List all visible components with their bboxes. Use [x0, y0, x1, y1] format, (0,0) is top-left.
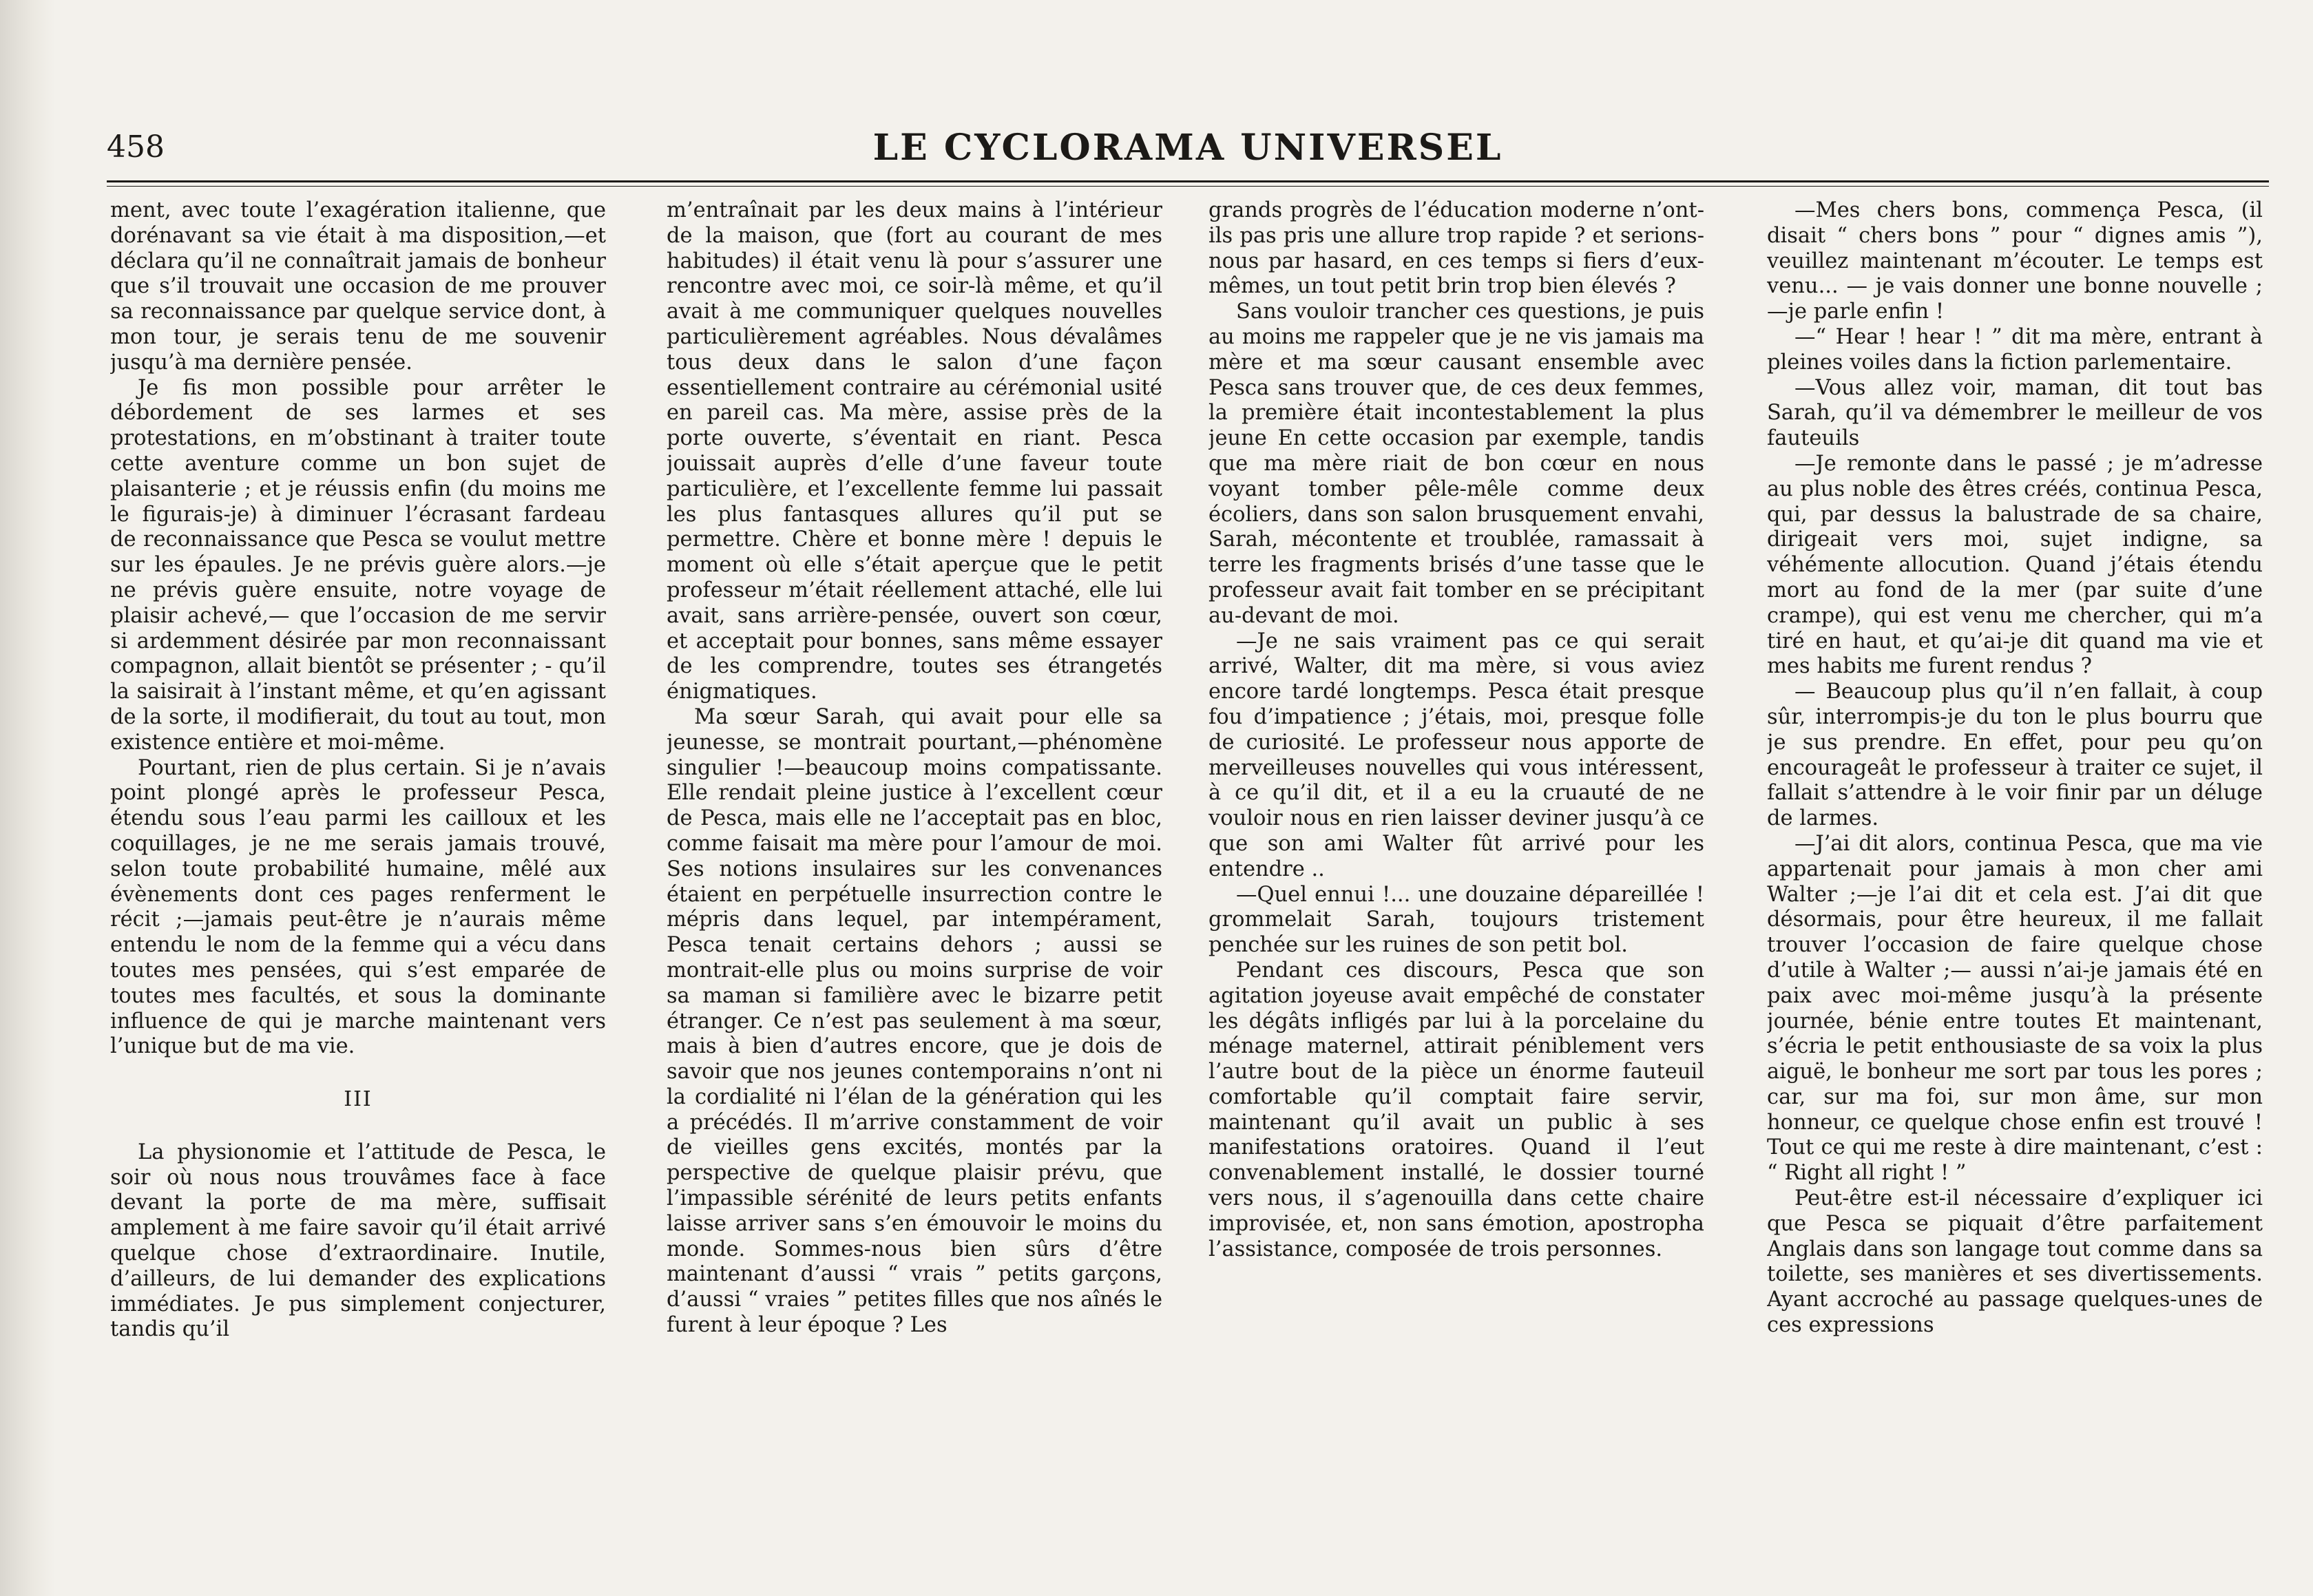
text-column-3 — [1208, 198, 1704, 1568]
header-rule-thin — [107, 186, 2269, 187]
running-title: LE CYCLORAMA UNIVERSEL — [872, 127, 1503, 169]
paragraph: —“ Hear ! hear ! ” dit ma mère, entrant à pleines voiles dans la fiction parlementaire. — [1767, 324, 2263, 375]
paragraph: —Mes chers bons, commença Pesca, (il disait “ chers bons ” pour “ dignes amis ”), veuillez maintenant m’écouter. Le temps est venu... — je vais donner une bonne nouvelle ;—je parle enfin ! — [1767, 198, 2263, 324]
paragraph: —Vous allez voir, maman, dit tout bas Sarah, qu’il va démembrer le meilleur de vos fauteuils — [1767, 375, 2263, 451]
section-heading: III — [344, 1087, 373, 1112]
paragraph: —Je remonte dans le passé ; je m’adresse au plus noble des êtres créés, continua Pesca, qui, par dessus la balustrade de sa chaire, dirigeait vers moi, sujet indigne, sa véhémente allocution. Quand j’étais étendu mort au fond de la mer (par suite d’une crampe), qui est venu me chercher, qui m’a tiré en haut, et qu’ai-je dit quand ma vie et mes habits me furent rendus ? — [1767, 451, 2263, 679]
paragraph: grands progrès de l’éducation moderne n’ont-ils pas pris une allure trop rapide ? et serions-nous par hasard, en ces temps si fiers d’eux-mêmes, un tout petit brin trop bien élevés ? — [1208, 198, 1704, 299]
paragraph: Je fis mon possible pour arrêter le débordement de ses larmes et ses protestations, en m’obstinant à traiter toute cette aventure comme un bon sujet de plaisanterie ; et je réussis enfin (du moins me le figurais-je) à diminuer l’écrasant fardeau de reconnaissance que Pesca se voulut mettre sur les épaules. Je ne prévis guère alors.—je ne prévis guère ensuite, notre voyage de plaisir achevé,— que l’occasion de me servir si ardemment désirée par mon reconnaissant compagnon, allait bientôt se présenter ; - qu’il la saisirait à l’instant même, et qu’en agissant de la sorte, il modifierait, du tout au tout, mon existence entière et moi-même. — [110, 375, 606, 755]
header-rule-thick — [107, 180, 2269, 182]
paragraph: Peut-être est-il nécessaire d’expliquer ici que Pesca se piquait d’être parfaitement Anglais dans son langage tout comme dans sa toilette, ses manières et ses divertissements. Ayant accroché au passage quelques-unes de ces expressions — [1767, 1186, 2263, 1338]
text-column-1 — [110, 198, 606, 1568]
paragraph: —Quel ennui !... une douzaine dépareillée ! grommelait Sarah, toujours tristement penchée sur les ruines de son petit bol. — [1208, 882, 1704, 958]
paragraph: ment, avec toute l’exagération italienne, que dorénavant sa vie était à ma disposition,—et déclara qu’il ne connaîtrait jamais de bonheur que s’il trouvait une occasion de me prouver sa reconnaissance par quelque service dont, à mon tour, je serais tenu de me souvenir jusqu’à ma dernière pensée. — [110, 198, 606, 375]
paragraph: Pourtant, rien de plus certain. Si je n’avais point plongé après le professeur Pesca, étendu sous l’eau parmi les cailloux et les coquillages, je ne me serais jamais trouvé, selon toute probabilité humaine, mêlé aux évènements dont ces pages renferment le récit ;—jamais peut-être je n’aurais même entendu le nom de la femme qui a vécu dans toutes mes pensées, qui s’est emparée de toutes mes facultés, et sous la dominante influence de qui je marche maintenant vers l’unique but de ma vie. — [110, 755, 606, 1059]
paragraph: La physionomie et l’attitude de Pesca, le soir où nous nous trouvâmes face à face devant la porte de ma mère, suffisait amplement à me faire savoir qu’il était arrivé quelque chose d’extraordinaire. Inutile, d’ailleurs, de lui demander des explications immédiates. Je pus simplement conjecturer, tandis qu’il — [110, 1140, 606, 1342]
paragraph: — Beaucoup plus qu’il n’en fallait, à coup sûr, interrompis-je du ton le plus bourru que je sus prendre. En effet, pour peu qu’on encourageât le professeur à traiter ce sujet, il fallait s’attendre à le voir finir par un déluge de larmes. — [1767, 680, 2263, 831]
paragraph: Sans vouloir trancher ces questions, je puis au moins me rappeler que je ne vis jamais ma mère et ma sœur causant ensemble avec Pesca sans trouver que, de ces deux femmes, la première était incontestablement la plus jeune En cette occasion par exemple, tandis que ma mère riait de bon cœur en nous voyant tomber pêle-mêle comme deux écoliers, dans son salon brusquement envahi, Sarah, mécontente et troublée, ramassait à terre les fragments brisés d’une tasse que le professeur avait fait tomber en se précipitant au-devant de moi. — [1208, 300, 1704, 628]
text-column-2 — [667, 198, 1162, 1568]
paragraph: —Je ne sais vraiment pas ce qui serait arrivé, Walter, dit ma mère, si vous aviez encore tardé longtemps. Pesca était presque fou d’impatience ; j’étais, moi, presque folle de curiosité. Le professeur nous apporte de merveilleuses nouvelles qui vous intéressent, à ce qu’il dit, et il a eu la cruauté de ne vouloir nous en rien laisser deviner jusqu’à ce que son ami Walter fût arrivé pour les entendre .. — [1208, 629, 1704, 881]
paragraph: —J’ai dit alors, continua Pesca, que ma vie appartenait pour jamais à mon cher ami Walter ;—je l’ai dit et cela est. J’ai dit que désormais, pour être heureux, il me fallait trouver l’occasion de faire quelque chose d’utile à Walter ;— aussi n’ai-je jamais été en paix avec moi-même jusqu’à la présente journée, bénie entre toutes Et maintenant, s’écria le petit enthousiaste de sa voix la plus aiguë, le bonheur me sort par tous les pores ; car, sur ma foi, sur mon âme, sur mon honneur, ce quelque chose enfin est trouvé ! Tout ce qui me reste à dire maintenant, c’est : “ Right all right ! ” — [1767, 831, 2263, 1186]
page-edge-shadow — [0, 0, 55, 1596]
paragraph: m’entraînait par les deux mains à l’intérieur de la maison, que (fort au courant de mes habitudes) il était venu là pour s’assurer une rencontre avec moi, ce soir-là même, et qu’il avait à me communiquer quelques nouvelles particulièrement agréables. Nous dévalâmes tous deux dans le salon d’une façon essentiellement contraire au cérémonial usité en pareil cas. Ma mère, assise près de la porte ouverte, s’éventait en riant. Pesca jouissait auprès d’elle d’une faveur toute particulière, et l’excellente femme lui passait les plus fantasques allures qu’il put se permettre. Chère et bonne mère ! depuis le moment où elle s’était aperçue que le petit professeur m’était réellement attaché, elle lui avait, sans arrière-pensée, ouvert son cœur, et acceptait pour bonnes, sans même essayer de les comprendre, toutes ses étrangetés énigmatiques. — [667, 198, 1162, 704]
text-column-4 — [1767, 198, 2263, 1568]
paragraph: Pendant ces discours, Pesca que son agitation joyeuse avait empêché de constater les dégâts infligés par lui à la porcelaine du ménage maternel, attirait péniblement vers l’autre bout de la pièce un énorme fauteuil comfortable qu’il comptait faire servir, maintenant qu’il avait un public à ses manifestations oratoires. Quand il l’eut convenablement installé, le dossier tourné vers nous, il s’agenouilla dans cette chaire improvisée, et, non sans émotion, apostropha l’assistance, composée de trois personnes. — [1208, 958, 1704, 1261]
page-number: 458 — [107, 129, 165, 165]
page-header — [107, 124, 2269, 172]
paragraph: Ma sœur Sarah, qui avait pour elle sa jeunesse, se montrait pourtant,—phénomène singulier !—beaucoup moins compatissante. Elle rendait pleine justice à l’excellent cœur de Pesca, mais elle ne l’acceptait pas en bloc, comme faisait ma mère pour l’amour de moi. Ses notions insulaires sur les convenances étaient en perpétuelle insurrection contre le mépris dans lequel, par intempérament, Pesca tenait certains dehors ; aussi se montrait-elle plus ou moins surprise de voir sa maman si familière avec le bizarre petit étranger. Ce n’est pas seulement à ma sœur, mais à bien d’autres encore, que je dois de savoir que nos jeunes contemporains n’ont ni la cordialité ni l’élan de la génération qui les a précédés. Il m’arrive constamment de voir de vieilles gens excités, montés par la perspective de quelque plaisir prévu, que l’impassible sérénité de leurs petits enfants laisse arriver sans s’en émouvoir le moins du monde. Sommes-nous bien sûrs d’être maintenant d’aussi “ vrais ” petits garçons, d’aussi “ vraies ” petites filles que nos aînés le furent à leur époque ? Les — [667, 704, 1162, 1338]
